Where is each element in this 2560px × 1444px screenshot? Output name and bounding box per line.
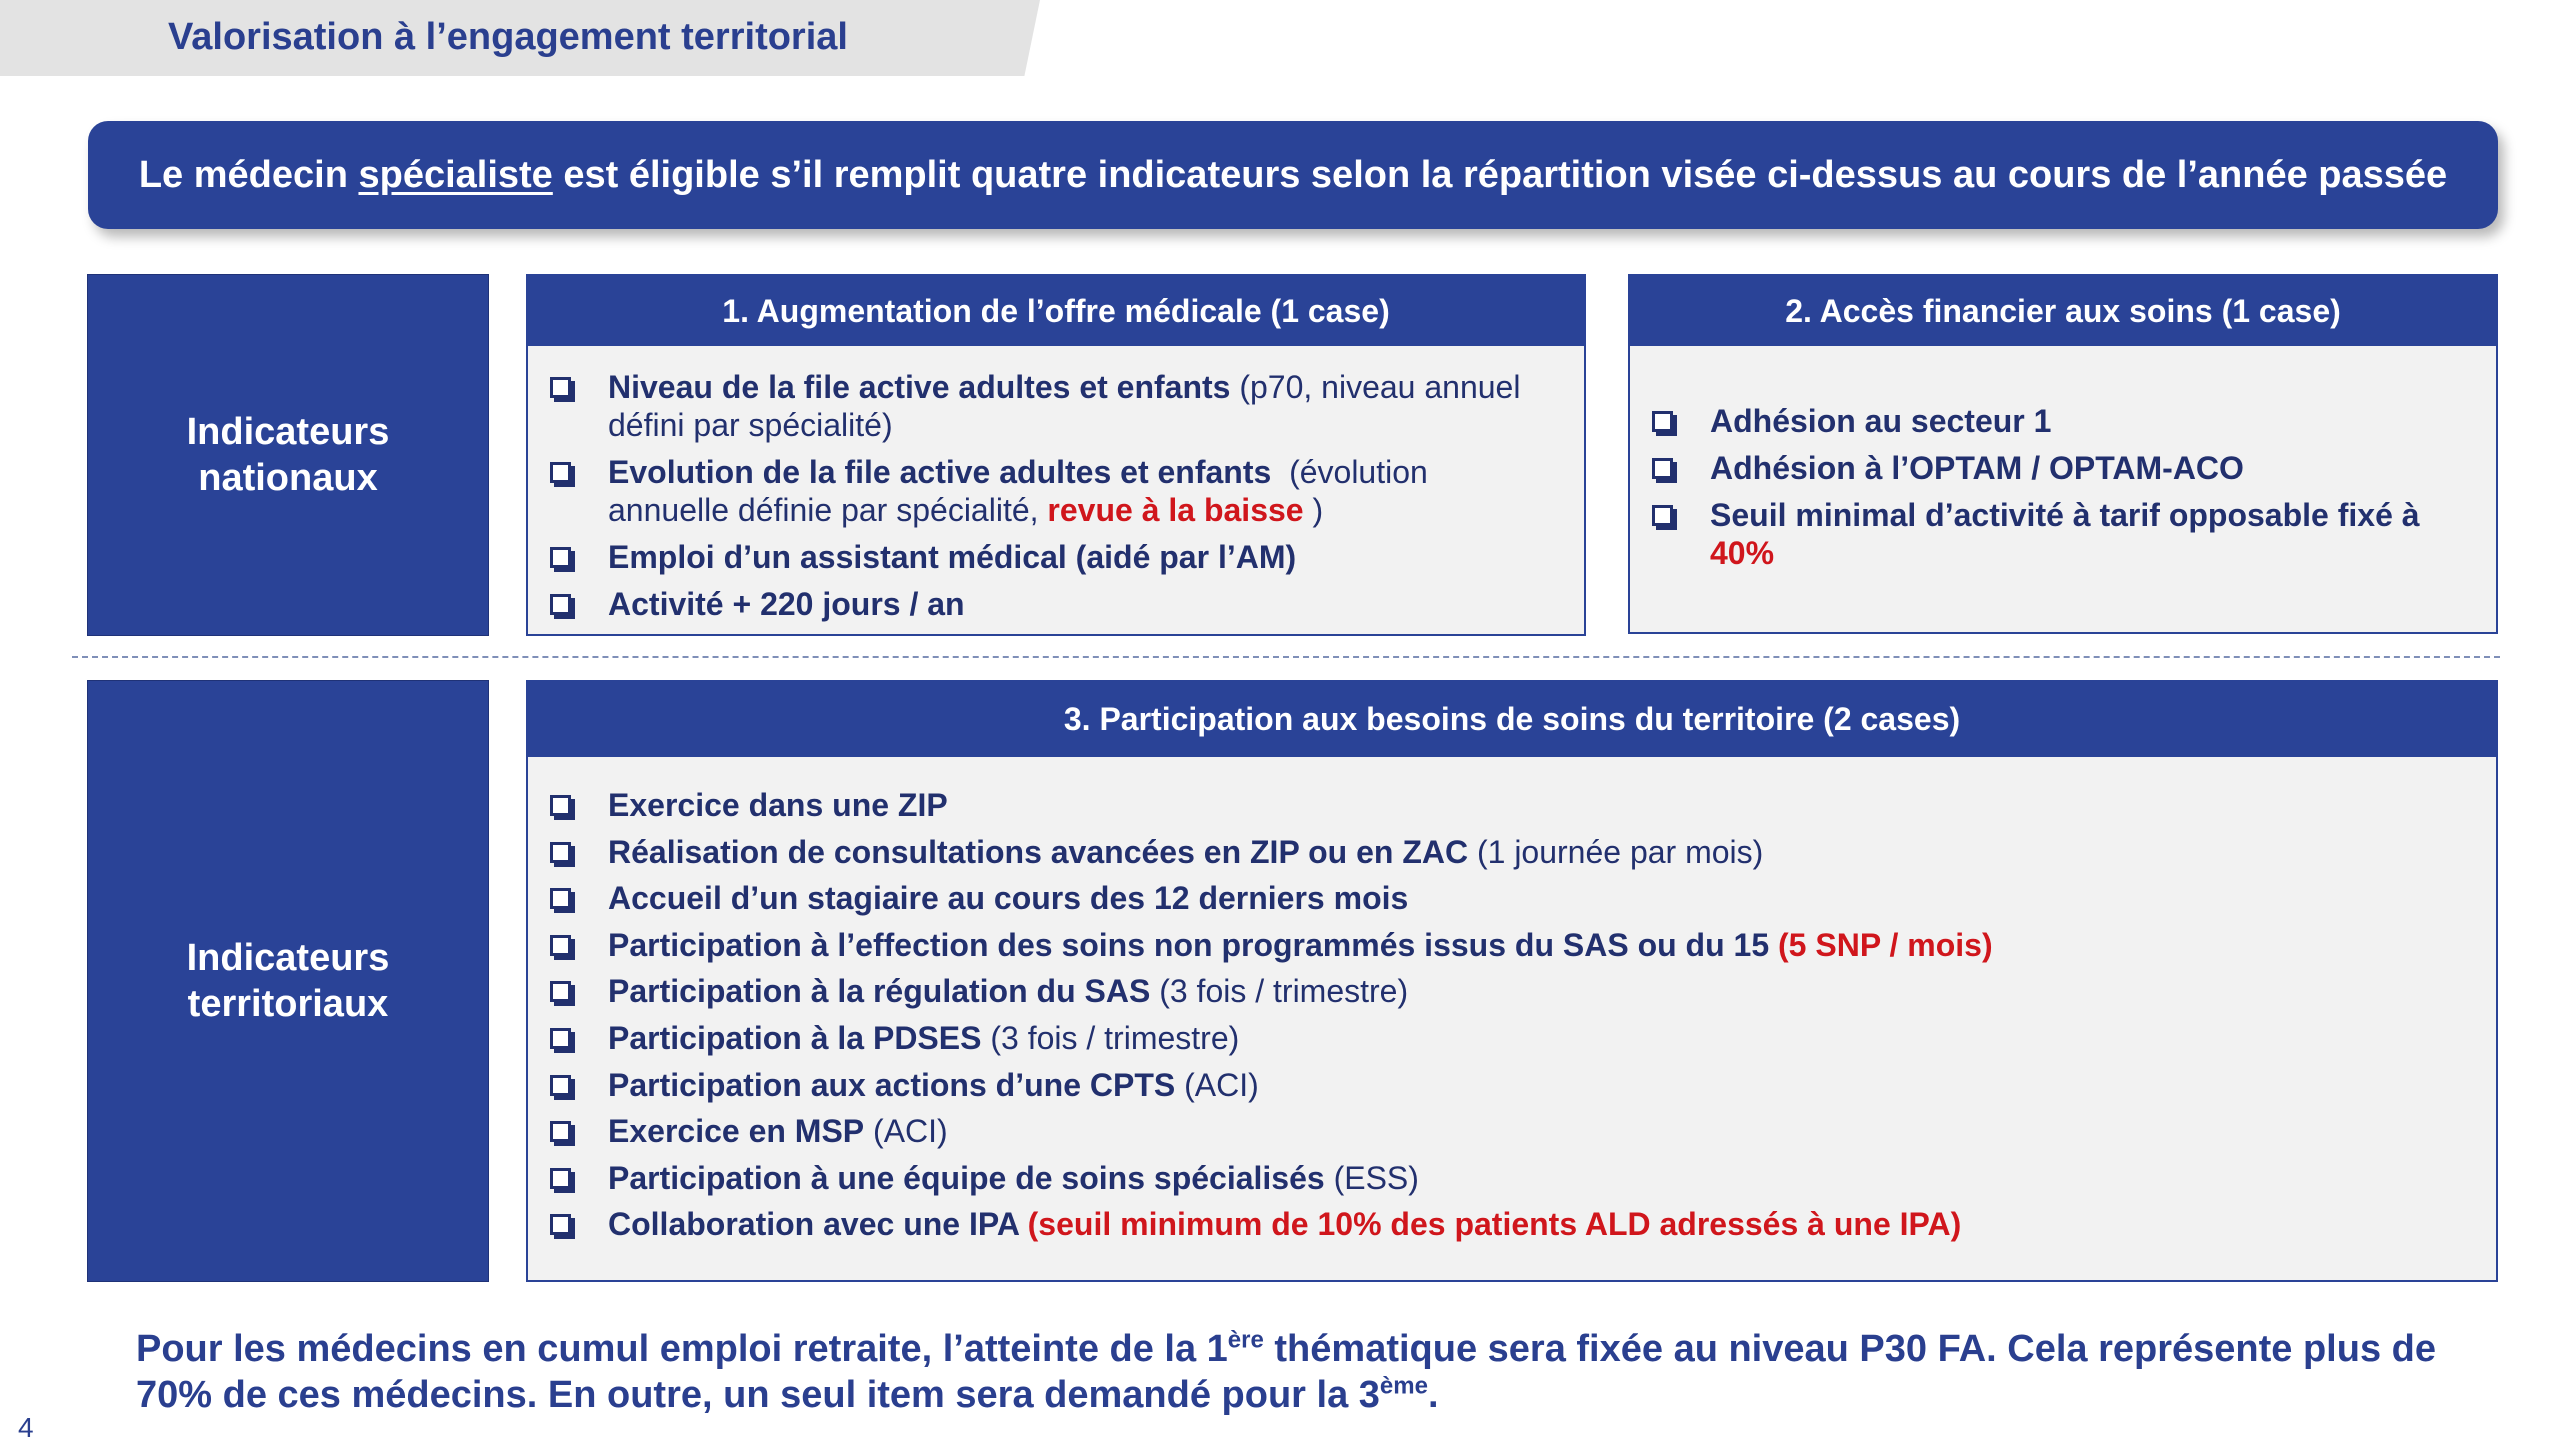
list-item: Participation à la PDSES (3 fois / trimestre) bbox=[528, 1019, 2496, 1057]
panel-territory-needs bbox=[526, 680, 2498, 1282]
list-item: Réalisation de consultations avancées en ZIP ou en ZAC (1 journée par mois) bbox=[528, 833, 2496, 871]
banner-text-end: est éligible s’il remplit quatre indicateurs selon la répartition visée ci-dessus au cours de l’année passée bbox=[552, 153, 2448, 196]
panel-financial-access-title: 2. Accès financier aux soins (1 case) bbox=[1630, 276, 2496, 346]
checkbox-icon bbox=[550, 795, 571, 816]
list-item: Collaboration avec une IPA (seuil minimum de 10% des patients ALD adressés à une IPA) bbox=[528, 1205, 2496, 1243]
national-label-line2: nationaux bbox=[198, 457, 378, 499]
panel-territory-needs-list bbox=[528, 757, 2496, 1243]
list-item: Participation à une équipe de soins spécialisés (ESS) bbox=[528, 1159, 2496, 1197]
territorial-label-line2: territoriaux bbox=[187, 983, 389, 1025]
list-item: Niveau de la file active adultes et enfants (p70, niveau annuel défini par spécialité) bbox=[528, 368, 1554, 444]
checkbox-icon bbox=[550, 377, 571, 398]
list-item: Exercice en MSP (ACI) bbox=[528, 1112, 2496, 1150]
list-item: Participation à la régulation du SAS (3 fois / trimestre) bbox=[528, 972, 2496, 1010]
checkbox-icon bbox=[550, 935, 571, 956]
list-item: Adhésion au secteur 1 bbox=[1630, 402, 2456, 440]
list-item: Accueil d’un stagiaire au cours des 12 derniers mois bbox=[528, 879, 2496, 917]
national-label-line1: Indicateurs bbox=[186, 411, 390, 453]
checkbox-icon bbox=[550, 547, 571, 568]
national-indicators-label bbox=[87, 274, 489, 636]
checkbox-icon bbox=[1652, 458, 1673, 479]
checkbox-icon bbox=[1652, 411, 1673, 432]
section-divider bbox=[72, 656, 2500, 658]
checkbox-icon bbox=[550, 888, 571, 909]
checkbox-icon bbox=[550, 1214, 571, 1235]
territorial-label-line1: Indicateurs bbox=[186, 937, 390, 979]
list-item: Emploi d’un assistant médical (aidé par l’AM) bbox=[528, 538, 1554, 576]
list-item: Activité + 220 jours / an bbox=[528, 585, 1554, 623]
panel-territory-needs-title: 3. Participation aux besoins de soins du territoire (2 cases) bbox=[528, 682, 2496, 757]
checkbox-icon bbox=[550, 462, 571, 483]
list-item: Exercice dans une ZIP bbox=[528, 786, 2496, 824]
checkbox-icon bbox=[550, 1121, 571, 1142]
panel-financial-access-list bbox=[1630, 346, 2496, 572]
banner-text-start: Le médecin bbox=[138, 153, 359, 196]
checkbox-icon bbox=[550, 981, 571, 1002]
page-number: 4 bbox=[18, 1412, 34, 1443]
banner-underlined-word: spécialiste bbox=[358, 153, 553, 196]
panel-medical-offer-list bbox=[528, 346, 1584, 623]
eligibility-banner bbox=[88, 121, 2498, 229]
checkbox-icon bbox=[1652, 505, 1673, 526]
checkbox-icon bbox=[550, 1168, 571, 1189]
checkbox-icon bbox=[550, 1028, 571, 1049]
checkbox-icon bbox=[550, 842, 571, 863]
list-item: Seuil minimal d’activité à tarif opposable fixé à 40% bbox=[1630, 496, 2456, 572]
panel-medical-offer bbox=[526, 274, 1586, 636]
panel-financial-access bbox=[1628, 274, 2498, 634]
checkbox-icon bbox=[550, 1075, 571, 1096]
territorial-indicators-label bbox=[87, 680, 489, 1282]
panel-medical-offer-title: 1. Augmentation de l’offre médicale (1 case) bbox=[528, 276, 1584, 346]
list-item: Participation aux actions d’une CPTS (ACI) bbox=[528, 1066, 2496, 1104]
list-item: Participation à l’effection des soins non programmés issus du SAS ou du 15 (5 SNP / mois) bbox=[528, 926, 2496, 964]
slide-title: Valorisation à l’engagement territorial bbox=[168, 16, 848, 58]
footer-note: Pour les médecins en cumul emploi retraite, l’atteinte de la 1ère thématique sera fixée au niveau P30 FA. Cela représente plus de 70% de ces médecins. En outre, un seul item sera demandé pour la 3ème. bbox=[136, 1326, 2436, 1416]
checkbox-icon bbox=[550, 594, 571, 615]
list-item: Adhésion à l’OPTAM / OPTAM-ACO bbox=[1630, 449, 2456, 487]
list-item: Evolution de la file active adultes et enfants (évolution annuelle définie par spécialité, revue à la baisse ) bbox=[528, 453, 1554, 529]
